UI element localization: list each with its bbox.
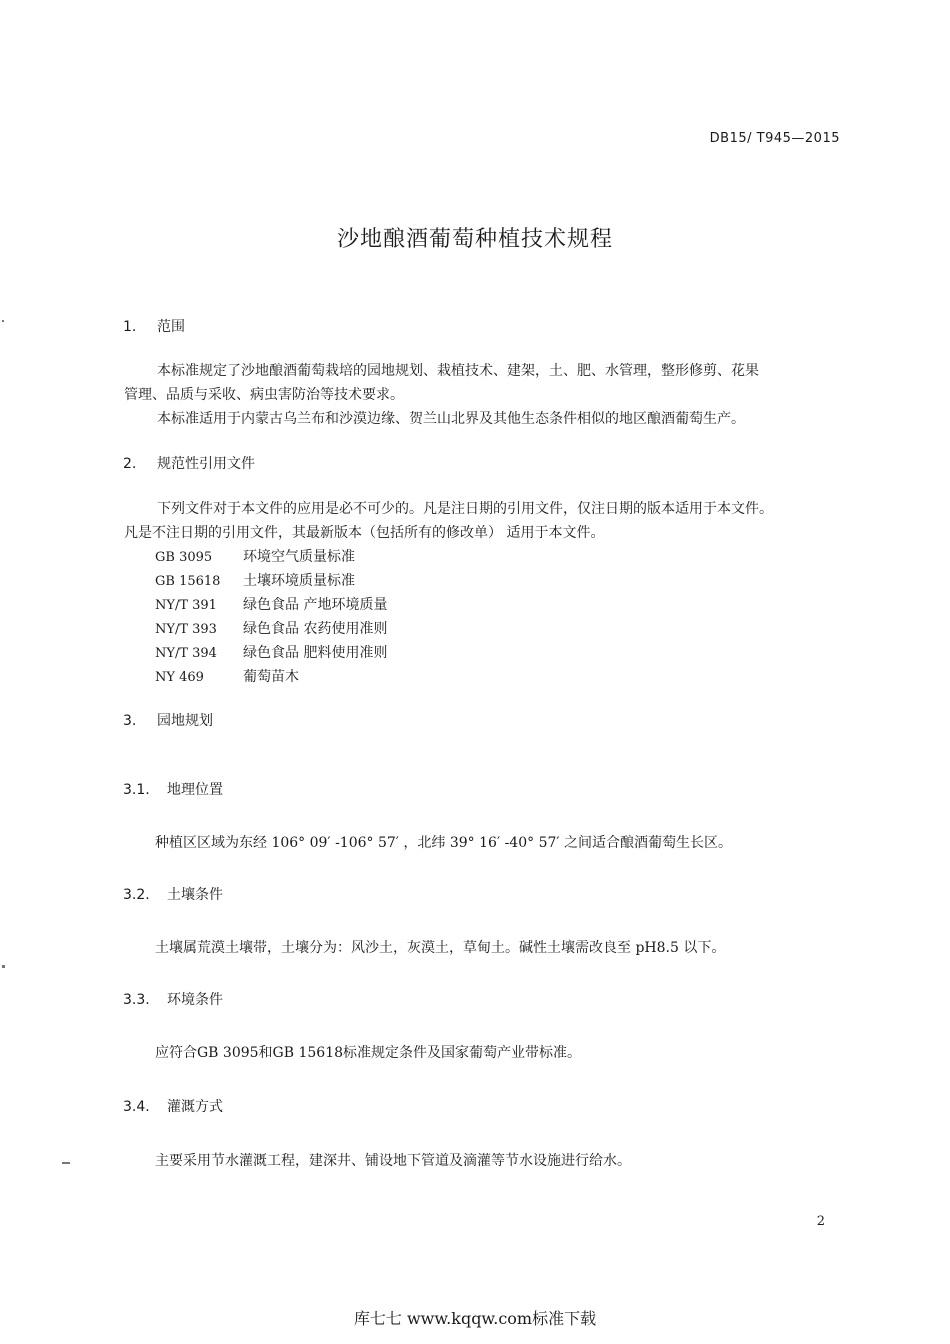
paragraph: 凡是不注日期的引用文件，其最新版本（包括所有的修改单） 适用于本文件。 [124, 525, 605, 541]
paragraph: 本标准适用于内蒙古乌兰布和沙漠边缘、贺兰山北界及其他生态条件相似的地区酿酒葡萄生产。 [157, 411, 745, 427]
reference-code: GB 15618 [155, 574, 221, 589]
section-3-3-heading [123, 989, 223, 1009]
reference-title: 葡萄苗木 [243, 669, 299, 685]
section-title: 环境条件 [167, 992, 223, 1008]
reference-title: 绿色食品 产地环境质量 [243, 597, 388, 613]
section-title: 土壤条件 [167, 887, 223, 903]
reference-title: 环境空气质量标准 [243, 549, 355, 565]
footer-watermark: 库七七 www.kqqw.com标准下载 [353, 1309, 597, 1328]
section-number: 3.3. [123, 992, 150, 1008]
reference-item [155, 594, 387, 618]
section-3-4-heading [123, 1096, 223, 1116]
section-3-heading [123, 710, 213, 730]
section-number: 2. [123, 456, 137, 472]
section-title: 园地规划 [157, 713, 213, 729]
paragraph: 主要采用节水灌溉工程，建深井、铺设地下管道及滴灌等节水设施进行给水。 [155, 1153, 631, 1169]
reference-code: NY 469 [155, 670, 204, 685]
section-number: 3.4. [123, 1099, 150, 1115]
reference-code: NY/T 393 [155, 622, 217, 637]
reference-code: NY/T 391 [155, 598, 217, 613]
reference-code: NY/T 394 [155, 646, 217, 661]
reference-code: GB 3095 [155, 550, 213, 565]
scan-edge-mark [62, 1162, 70, 1164]
reference-item [155, 666, 387, 690]
reference-title: 绿色食品 肥料使用准则 [243, 645, 388, 661]
scan-edge-mark [2, 965, 5, 968]
paragraph: 本标准规定了沙地酿酒葡萄栽培的园地规划、栽植技术、建架，土、肥、水管理，整形修剪、花果 [157, 363, 759, 379]
section-2-heading [123, 453, 255, 473]
section-3-2-heading [123, 884, 223, 904]
page-title: 沙地酿酒葡萄种植技术规程 [336, 227, 613, 252]
section-number: 3. [123, 713, 137, 729]
section-title: 规范性引用文件 [157, 456, 255, 472]
scan-edge-mark [2, 320, 4, 322]
paragraph: 应符合GB 3095和GB 15618标准规定条件及国家葡萄产业带标准。 [155, 1045, 582, 1061]
reference-title: 土壤环境质量标准 [243, 573, 355, 589]
page-number: 2 [816, 1214, 825, 1229]
section-1-heading [123, 316, 185, 336]
paragraph: 下列文件对于本文件的应用是必不可少的。凡是注日期的引用文件，仅注日期的版本适用于本文件。 [157, 501, 773, 517]
reference-item [155, 642, 387, 666]
section-number: 3.1. [123, 782, 150, 798]
paragraph: 土壤属荒漠土壤带，土壤分为：风沙土，灰漠土，草甸土。碱性土壤需改良至 pH8.5 以下。 [155, 940, 726, 956]
section-number: 3.2. [123, 887, 150, 903]
section-title: 地理位置 [167, 782, 223, 798]
reference-list [155, 546, 387, 690]
section-number: 1. [123, 319, 137, 335]
reference-item [155, 570, 387, 594]
reference-title: 绿色食品 农药使用准则 [243, 621, 388, 637]
section-title: 灌溉方式 [167, 1099, 223, 1115]
paragraph: 管理、品质与采收、病虫害防治等技术要求。 [124, 387, 404, 403]
paragraph: 种植区区域为东经 106° 09′ -106° 57′ ，北纬 39° 16′ -40° 57′ 之间适合酿酒葡萄生长区。 [155, 835, 733, 851]
reference-item [155, 618, 387, 642]
section-3-1-heading [123, 779, 223, 799]
section-title: 范围 [157, 319, 185, 335]
document-number: DB15/ T945—2015 [709, 131, 840, 146]
reference-item [155, 546, 387, 570]
